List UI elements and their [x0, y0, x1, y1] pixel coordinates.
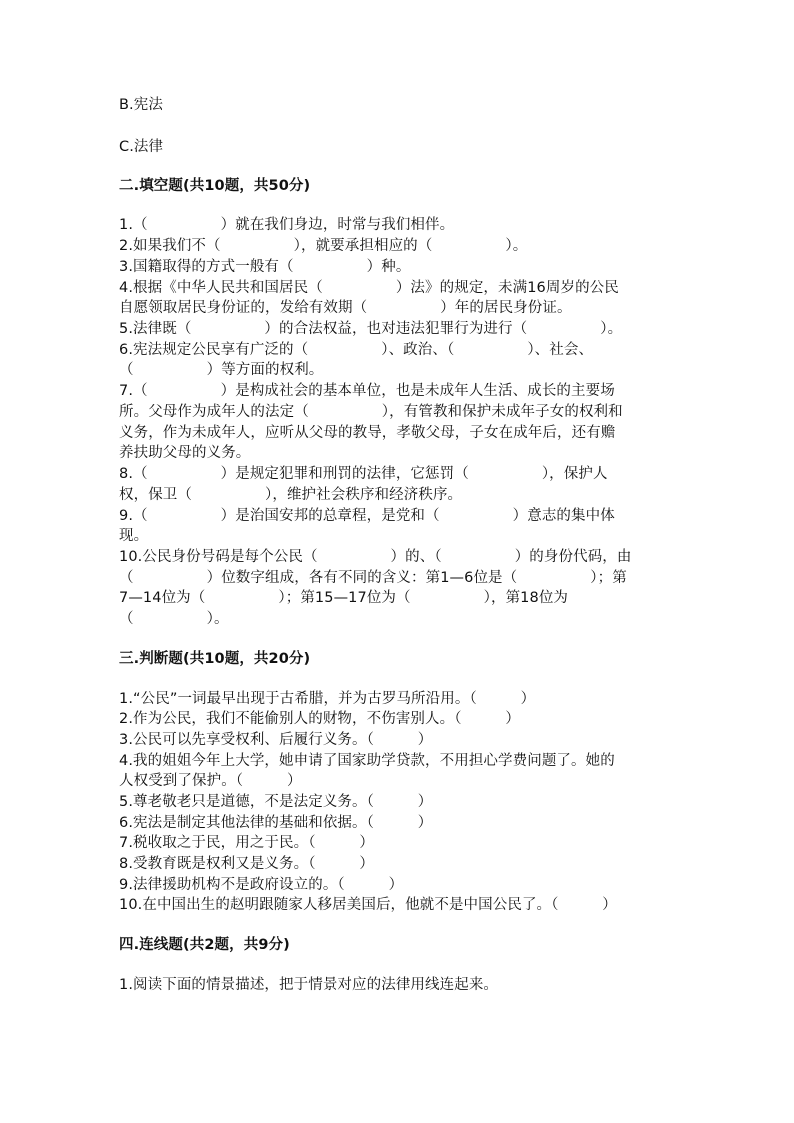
true-false-line: 9.法律援助机构不是政府设立的。（ ）	[119, 877, 404, 893]
fill-blank-line: 3.国籍取得的方式一般有（ ）种。	[119, 259, 411, 275]
option-c: C.法律	[119, 139, 164, 155]
fill-blank-line: 权，保卫（ ），维护社会秩序和经济秩序。	[119, 487, 463, 503]
true-false-line: 3.公民可以先享受权利、后履行义务。（ ）	[119, 732, 433, 748]
fill-blank-line: 9.（ ）是治国安邦的总章程，是党和（ ）意志的集中体	[119, 508, 615, 524]
section-heading-matching: 四.连线题(共2题，共9分)	[119, 937, 290, 953]
fill-blank-line: 8.（ ）是规定犯罪和刑罚的法律，它惩罚（ ），保护人	[119, 466, 608, 482]
fill-blank-line: 2.如果我们不（ ），就要承担相应的（ ）。	[119, 238, 528, 254]
true-false-line: 4.我的姐姐今年上大学，她申请了国家助学贷款，不用担心学费问题了。她的	[119, 753, 615, 769]
true-false-line: 人权受到了保护。（ ）	[119, 773, 302, 789]
fill-blank-line: 自愿领取居民身份证的，发给有效期（ ）年的居民身份证。	[119, 300, 572, 316]
fill-blank-line: 4.根据《中华人民共和国居民（ ）法》的规定，未满16周岁的公民	[119, 280, 619, 296]
fill-blank-line: 1.（ ）就在我们身边，时常与我们相伴。	[119, 217, 455, 233]
true-false-line: 6.宪法是制定其他法律的基础和依据。（ ）	[119, 815, 433, 831]
true-false-line: 5.尊老敬老只是道德，不是法定义务。（ ）	[119, 794, 433, 810]
fill-blank-line: 所。父母作为成年人的法定（ ），有管教和保护未成年子女的权利和	[119, 404, 623, 420]
fill-blank-line: 10.公民身份号码是每个公民（ ）的、（ ）的身份代码，由	[119, 549, 632, 565]
section-heading-fill-blank: 二.填空题(共10题，共50分)	[119, 178, 311, 194]
fill-blank-line: （ ）等方面的权利。	[119, 362, 324, 378]
fill-blank-line: 养扶助父母的义务。	[119, 445, 251, 461]
fill-blank-line: 6.宪法规定公民享有广泛的（ ）、政治、（ ）、社会、	[119, 342, 594, 358]
fill-blank-line: 7.（ ）是构成社会的基本单位，也是未成年人生活、成长的主要场	[119, 383, 615, 399]
true-false-line: 8.受教育既是权利又是义务。（ ）	[119, 856, 374, 872]
fill-blank-line: （ ）。	[119, 611, 229, 627]
matching-line: 1.阅读下面的情景描述，把于情景对应的法律用线连起来。	[119, 977, 499, 993]
fill-blank-line: （ ）位数字组成，各有不同的含义：第1—6位是（ ）；第	[119, 570, 627, 586]
true-false-line: 7.税收取之于民，用之于民。（ ）	[119, 835, 374, 851]
section-heading-true-false: 三.判断题(共10题，共20分)	[119, 651, 311, 667]
true-false-line: 2.作为公民，我们不能偷别人的财物，不伤害别人。（ ）	[119, 711, 520, 727]
fill-blank-line: 7—14位为（ ）；第15—17位为（ ），第18位为	[119, 590, 569, 606]
option-b: B.宪法	[119, 97, 163, 113]
fill-blank-line: 现。	[119, 528, 149, 544]
true-false-line: 10.在中国出生的赵明跟随家人移居美国后，他就不是中国公民了。（ ）	[119, 897, 617, 913]
true-false-line: 1.“公民”一词最早出现于古希腊，并为古罗马所沿用。（ ）	[119, 691, 536, 707]
fill-blank-line: 义务，作为未成年人，应听从父母的教导，孝敬父母，子女在成年后，还有赡	[119, 425, 616, 441]
fill-blank-line: 5.法律既（ ）的合法权益，也对违法犯罪行为进行（ ）。	[119, 321, 623, 337]
